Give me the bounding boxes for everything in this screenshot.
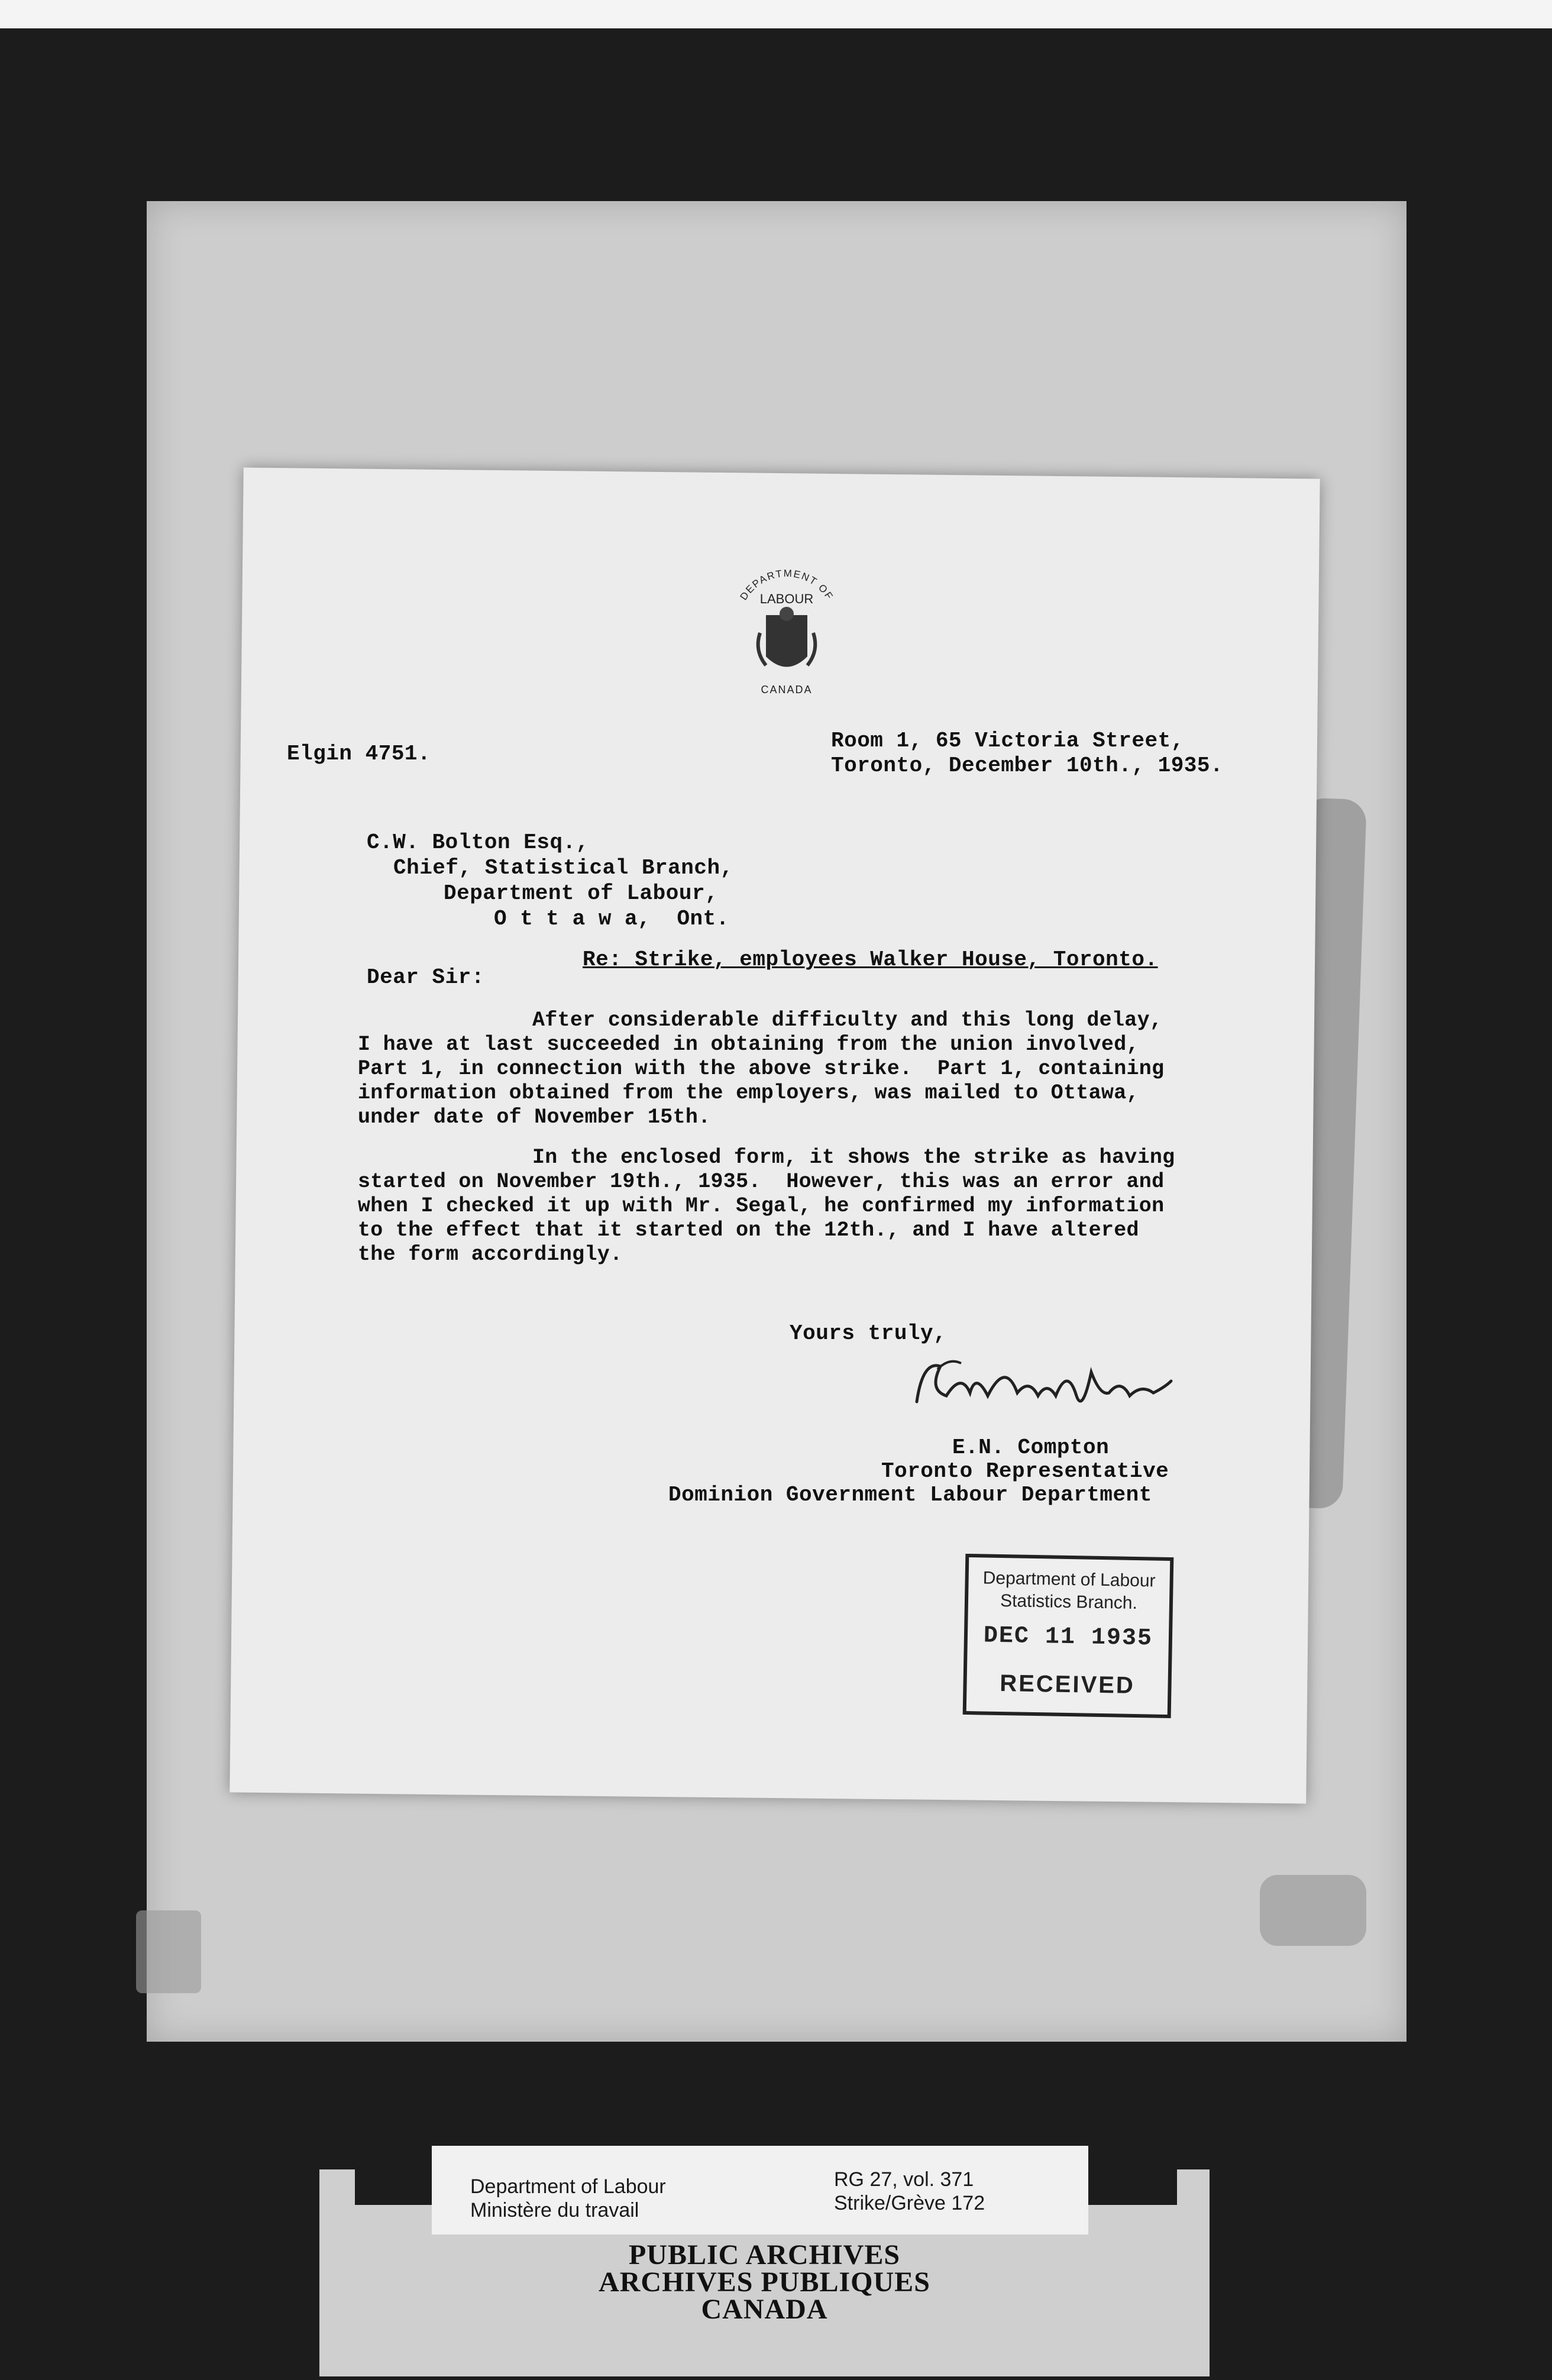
body-p2-line-2: started on November 19th., 1935. However, this was an error and [358,1170,1165,1194]
stamp-received: RECEIVED [999,1670,1136,1699]
archive-file: Strike/Grève 172 [834,2192,985,2214]
recipient-line-3: Department of Labour, [444,881,719,906]
body-p1-line-5: under date of November 15th. [358,1105,711,1129]
crest-bottom-text: CANADA [761,684,813,696]
stamp-department: Department of Labour [982,1568,1156,1591]
body-p1-line-2: I have at last succeeded in obtaining from the union involved, [358,1033,1139,1056]
recipient-line-4: O t t a w a, Ont. [494,907,729,931]
address-line-2: Toronto, December 10th., 1935. [831,754,1224,778]
crest-middle-text: LABOUR [759,591,814,606]
body-p1-line-1: After considerable difficulty and this long delay, [532,1008,1163,1032]
recipient-line-2: Chief, Statistical Branch, [393,856,733,880]
body-p2-line-1: In the enclosed form, it shows the strike as having [532,1146,1175,1169]
scan-top-border [0,0,1552,28]
body-p2-line-3: when I checked it up with Mr. Segal, he confirmed my information [358,1194,1165,1218]
body-p1-line-4: information obtained from the employers, was mailed to Ottawa, [358,1081,1139,1105]
handwritten-signature [905,1337,1177,1425]
paper-tear-right [1260,1875,1366,1946]
body-p1-line-3: Part 1, in connection with the above strike. Part 1, containing [358,1057,1165,1081]
closing: Yours truly, [790,1321,947,1346]
stamp-branch: Statistics Branch. [1000,1590,1138,1613]
archive-ref: RG 27, vol. 371 [834,2168,974,2191]
body-p2-line-5: the form accordingly. [358,1243,623,1266]
stamp-date: DEC 11 1935 [983,1622,1153,1653]
archive-dept-fr: Ministère du travail [470,2199,639,2221]
archive-title-country: CANADA [701,2294,828,2325]
crest-top-text: DEPARTMENT OF [738,568,836,603]
salutation: Dear Sir: [367,965,484,989]
archive-dept-en: Department of Labour [470,2175,666,2198]
subject-line: Re: Strike, employees Walker House, Toronto. [583,948,1158,972]
body-p2-line-4: to the effect that it started on the 12th., and I have altered [358,1218,1139,1242]
archive-reference-card [432,2146,1088,2235]
recipient-line-1: C.W. Bolton Esq., [367,830,589,855]
paper-tear-left [136,1910,201,1993]
archive-title-en: PUBLIC ARCHIVES [628,2239,901,2271]
address-line-1: Room 1, 65 Victoria Street, [831,729,1184,753]
signer-title: Toronto Representative [881,1459,1169,1483]
signer-name: E.N. Compton [952,1435,1110,1460]
signer-organization: Dominion Government Labour Department [668,1483,1152,1507]
archive-title [319,2239,1210,2325]
phone-number: Elgin 4751. [287,742,431,766]
archive-title-fr: ARCHIVES PUBLIQUES [599,2266,930,2298]
department-crest-icon [725,568,849,722]
received-stamp [963,1554,1174,1718]
